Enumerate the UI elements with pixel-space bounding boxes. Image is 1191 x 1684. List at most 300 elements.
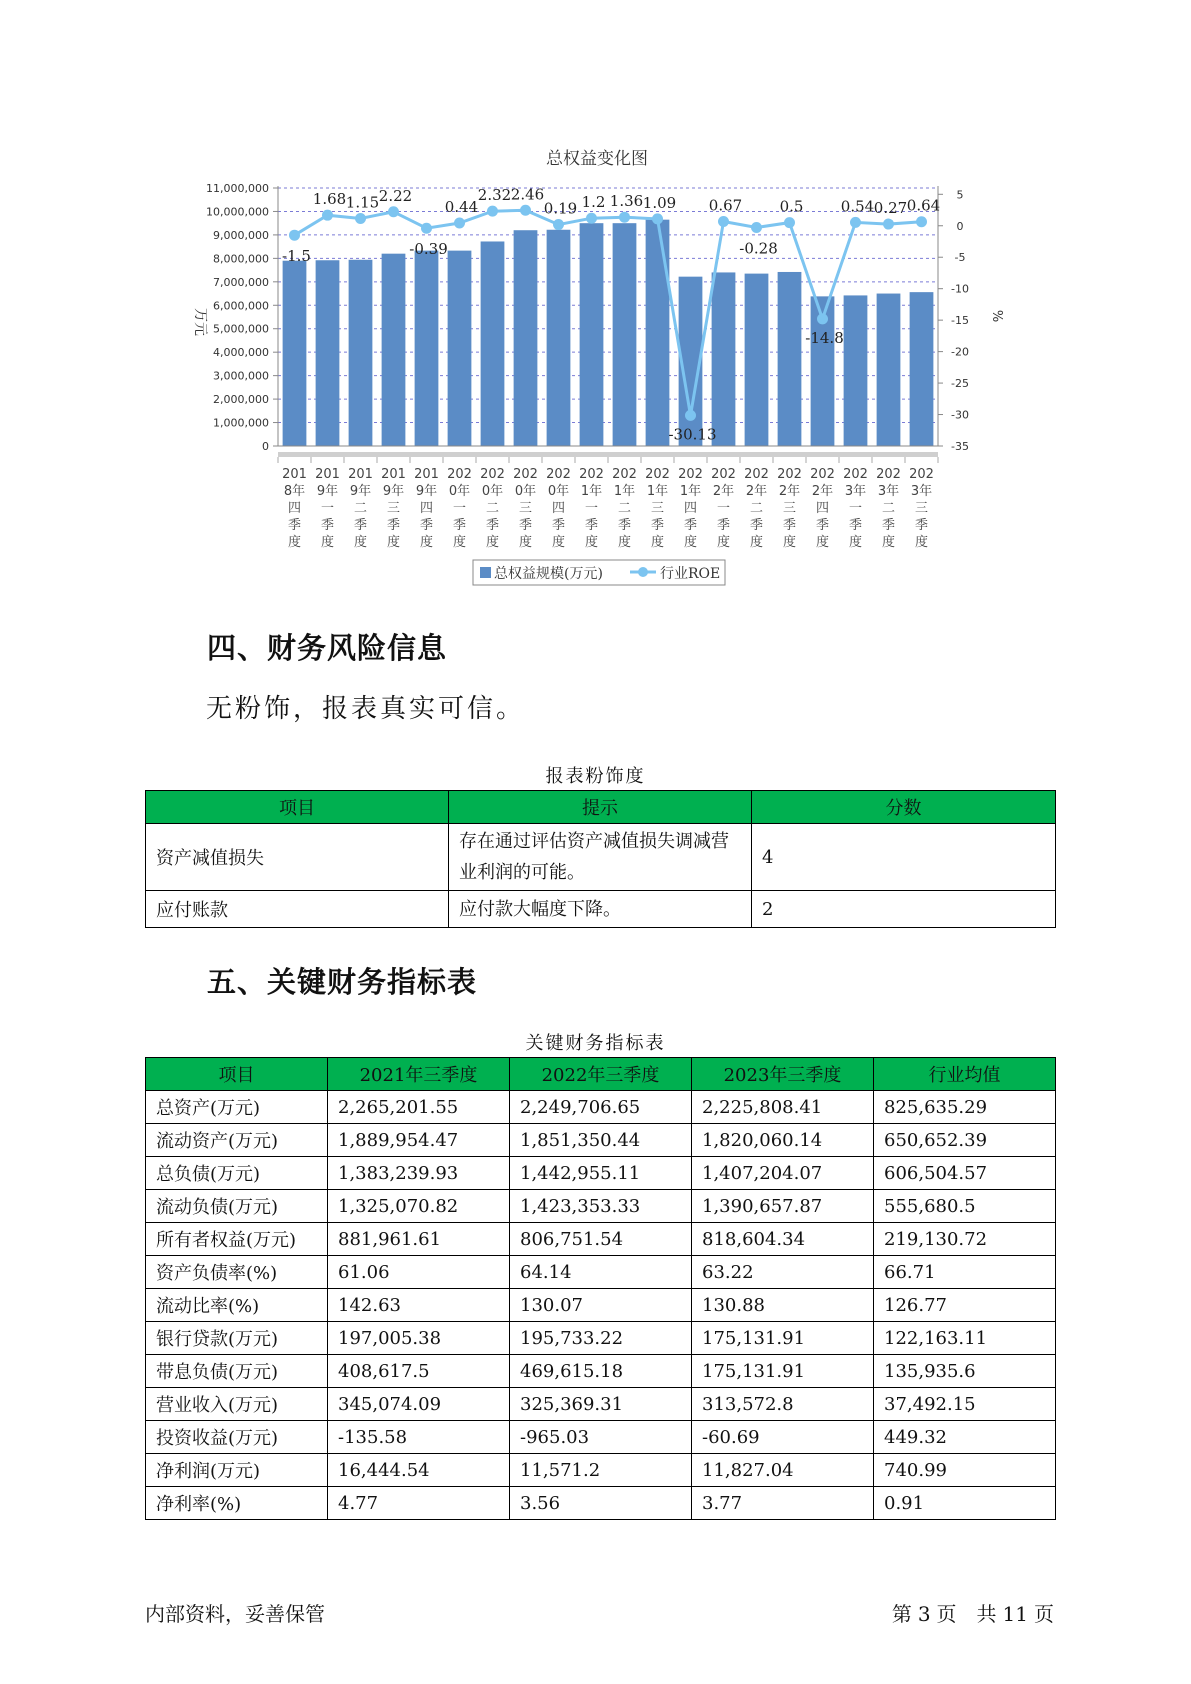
legend-bar-label: 总权益规模(万元) — [494, 566, 603, 582]
roe-point — [751, 222, 762, 233]
equity-bar — [349, 260, 373, 446]
footer-page-number — [886, 1598, 1054, 1627]
category-label: 一 — [452, 501, 467, 516]
kpi-table-row — [146, 1289, 1056, 1322]
roe-point — [454, 217, 465, 228]
category-label: 3年 — [910, 484, 933, 499]
category-label: 度 — [782, 535, 797, 550]
kpi-value-cell: 37,492.15 — [874, 1388, 1056, 1421]
kpi-item-cell: 总资产(万元) — [146, 1091, 328, 1124]
category-label: 度 — [881, 535, 896, 550]
kpi-header-cell: 2022年三季度 — [510, 1058, 692, 1091]
footer-page-no: 3 — [917, 1602, 931, 1626]
category-label: 201 — [282, 467, 307, 482]
roe-data-label: 0.27 — [873, 199, 908, 218]
roe-point — [289, 230, 300, 241]
category-label: 9年 — [382, 484, 405, 499]
category-label: 季 — [881, 518, 896, 533]
risk-heading: 四、财务风险信息 — [207, 631, 448, 665]
equity-bar — [415, 251, 439, 446]
category-label: 三 — [386, 501, 401, 516]
category-label: 度 — [419, 535, 434, 550]
chart-axes — [278, 186, 941, 463]
kpi-value-cell: 1,325,070.82 — [328, 1190, 510, 1223]
risk-table — [145, 790, 1056, 928]
category-label: 2年 — [712, 484, 735, 499]
kpi-value-cell: 142.63 — [328, 1289, 510, 1322]
category-label: 度 — [353, 535, 368, 550]
kpi-value-cell: -135.58 — [328, 1421, 510, 1454]
category-label: 9年 — [316, 484, 339, 499]
category-label: 8年 — [283, 484, 306, 499]
category-label: 度 — [485, 535, 500, 550]
kpi-value-cell: 881,961.61 — [328, 1223, 510, 1256]
roe-data-label: 0.54 — [840, 197, 875, 216]
category-label: 季 — [452, 518, 467, 533]
category-label: 9年 — [415, 484, 438, 499]
kpi-header-cell: 2021年三季度 — [328, 1058, 510, 1091]
category-label: 一 — [848, 501, 863, 516]
category-label: 度 — [650, 535, 665, 550]
kpi-table-row — [146, 1487, 1056, 1520]
legend-bar-swatch — [480, 567, 491, 578]
category-label: 季 — [551, 518, 566, 533]
chart-title: 总权益变化图 — [546, 149, 648, 169]
left-axis-ticks — [206, 182, 278, 453]
category-label: 二 — [485, 501, 500, 516]
category-label: 2年 — [811, 484, 834, 499]
category-label: 3年 — [844, 484, 867, 499]
kpi-value-cell: 740.99 — [874, 1454, 1056, 1487]
legend-line-label: 行业ROE — [660, 566, 721, 582]
kpi-value-cell: 130.88 — [692, 1289, 874, 1322]
right-axis-label: % — [989, 309, 1004, 323]
category-label: 二 — [881, 501, 896, 516]
kpi-value-cell: 818,604.34 — [692, 1223, 874, 1256]
category-label: 202 — [480, 467, 505, 482]
category-label: 1年 — [613, 484, 636, 499]
kpi-table-row — [146, 1388, 1056, 1421]
category-label: 0年 — [547, 484, 570, 499]
left-tick-label: 7,000,000 — [213, 275, 269, 289]
kpi-item-cell: 净利率(%) — [146, 1487, 328, 1520]
kpi-value-cell: -60.69 — [692, 1421, 874, 1454]
kpi-value-cell: 0.91 — [874, 1487, 1056, 1520]
roe-data-label: 0.5 — [779, 197, 804, 216]
kpi-value-cell: 11,571.2 — [510, 1454, 692, 1487]
category-label: 202 — [876, 467, 901, 482]
roe-data-label: 2.46 — [510, 185, 545, 204]
kpi-value-cell: 64.14 — [510, 1256, 692, 1289]
category-label: 0年 — [514, 484, 537, 499]
category-label: 1年 — [580, 484, 603, 499]
category-label: 202 — [909, 467, 934, 482]
right-tick-label: 0 — [956, 219, 964, 233]
left-tick-label: 6,000,000 — [213, 299, 269, 313]
risk-summary: 无粉饰，报表真实可信。 — [206, 694, 526, 724]
roe-data-label: 1.2 — [581, 193, 606, 212]
category-label: 度 — [617, 535, 632, 550]
equity-bar — [910, 292, 934, 446]
left-tick-label: 5,000,000 — [213, 322, 269, 336]
right-tick-label: -5 — [954, 251, 966, 265]
category-label: 季 — [782, 518, 797, 533]
kpi-value-cell: 219,130.72 — [874, 1223, 1056, 1256]
category-label: 度 — [848, 535, 863, 550]
category-label: 四 — [683, 501, 698, 516]
category-label: 202 — [546, 467, 571, 482]
kpi-value-cell: 66.71 — [874, 1256, 1056, 1289]
equity-bar — [382, 254, 406, 446]
roe-data-label: -0.39 — [409, 240, 448, 259]
x-axis-categories — [282, 467, 934, 550]
right-tick-label: -20 — [951, 345, 969, 359]
category-label: 季 — [716, 518, 731, 533]
category-label: 一 — [584, 501, 599, 516]
roe-point — [685, 410, 696, 421]
risk-table-row — [146, 891, 1056, 928]
kpi-value-cell: 3.56 — [510, 1487, 692, 1520]
right-axis-ticks — [938, 188, 969, 453]
category-label: 2年 — [778, 484, 801, 499]
category-label: 季 — [485, 518, 500, 533]
roe-point — [817, 313, 828, 324]
risk-header-score: 分数 — [752, 791, 1056, 824]
category-label: 四 — [551, 501, 566, 516]
equity-bar — [778, 272, 802, 446]
category-label: 季 — [419, 518, 434, 533]
category-label: 201 — [414, 467, 439, 482]
roe-data-label: 2.32 — [477, 186, 512, 205]
chart-gridlines — [278, 188, 941, 423]
roe-data-labels — [282, 185, 940, 443]
left-tick-label: 8,000,000 — [213, 252, 269, 266]
left-tick-label: 3,000,000 — [213, 369, 269, 383]
category-label: 季 — [683, 518, 698, 533]
left-tick-label: 1,000,000 — [213, 416, 269, 430]
kpi-value-cell: 126.77 — [874, 1289, 1056, 1322]
category-label: 201 — [315, 467, 340, 482]
kpi-item-cell: 投资收益(万元) — [146, 1421, 328, 1454]
category-label: 季 — [320, 518, 335, 533]
kpi-item-cell: 净利润(万元) — [146, 1454, 328, 1487]
roe-data-label: 1.68 — [312, 190, 347, 209]
left-axis-label: 万元 — [192, 308, 208, 336]
roe-point — [850, 217, 861, 228]
kpi-header-cell: 项目 — [146, 1058, 328, 1091]
category-label: 度 — [551, 535, 566, 550]
category-label: 9年 — [349, 484, 372, 499]
equity-bar — [712, 272, 736, 446]
kpi-value-cell: 469,615.18 — [510, 1355, 692, 1388]
kpi-table-row — [146, 1124, 1056, 1157]
equity-chart — [0, 0, 1191, 600]
category-label: 四 — [815, 501, 830, 516]
category-label: 四 — [419, 501, 434, 516]
left-tick-label: 10,000,000 — [206, 205, 269, 219]
kpi-value-cell: 606,504.57 — [874, 1157, 1056, 1190]
roe-point — [355, 213, 366, 224]
category-label: 三 — [914, 501, 929, 516]
category-label: 201 — [348, 467, 373, 482]
category-label: 1年 — [679, 484, 702, 499]
roe-data-label: -0.28 — [739, 239, 778, 258]
kpi-table-row — [146, 1421, 1056, 1454]
left-tick-label: 9,000,000 — [213, 228, 269, 242]
roe-point — [916, 216, 927, 227]
roe-data-label: -1.5 — [282, 247, 311, 266]
category-label: 201 — [381, 467, 406, 482]
category-label: 202 — [678, 467, 703, 482]
roe-data-label: 1.15 — [345, 193, 380, 212]
kpi-value-cell: 555,680.5 — [874, 1190, 1056, 1223]
category-label: 三 — [650, 501, 665, 516]
kpi-value-cell: 2,225,808.41 — [692, 1091, 874, 1124]
kpi-header-cell: 2023年三季度 — [692, 1058, 874, 1091]
risk-table-row — [146, 824, 1056, 891]
kpi-value-cell: -965.03 — [510, 1421, 692, 1454]
kpi-value-cell: 11,827.04 — [692, 1454, 874, 1487]
risk-table-caption: 报表粉饰度 — [545, 766, 646, 787]
category-label: 度 — [386, 535, 401, 550]
kpi-item-cell: 营业收入(万元) — [146, 1388, 328, 1421]
kpi-item-cell: 流动比率(%) — [146, 1289, 328, 1322]
roe-data-label: 2.22 — [378, 186, 413, 205]
kpi-heading: 五、关键财务指标表 — [207, 965, 478, 999]
kpi-item-cell: 总负债(万元) — [146, 1157, 328, 1190]
category-label: 202 — [612, 467, 637, 482]
kpi-value-cell: 325,369.31 — [510, 1388, 692, 1421]
category-label: 一 — [320, 501, 335, 516]
roe-data-label: 0.44 — [444, 197, 479, 216]
kpi-table-row — [146, 1256, 1056, 1289]
roe-data-label: -14.8 — [805, 328, 844, 347]
category-label: 季 — [386, 518, 401, 533]
kpi-value-cell: 449.32 — [874, 1421, 1056, 1454]
kpi-value-cell: 63.22 — [692, 1256, 874, 1289]
kpi-item-cell: 流动负债(万元) — [146, 1190, 328, 1223]
risk-cell-score: 2 — [752, 891, 1056, 928]
category-label: 度 — [452, 535, 467, 550]
category-label: 202 — [744, 467, 769, 482]
category-label: 度 — [584, 535, 599, 550]
roe-point — [553, 219, 564, 230]
kpi-value-cell: 135,935.6 — [874, 1355, 1056, 1388]
kpi-value-cell: 130.07 — [510, 1289, 692, 1322]
category-label: 度 — [320, 535, 335, 550]
footer-page-mid: 页 共 — [936, 1602, 997, 1626]
category-label: 二 — [353, 501, 368, 516]
category-label: 202 — [579, 467, 604, 482]
category-label: 0年 — [448, 484, 471, 499]
equity-bar — [844, 295, 868, 446]
risk-cell-item: 应付账款 — [146, 891, 449, 928]
category-label: 度 — [914, 535, 929, 550]
equity-bar — [481, 241, 505, 446]
category-label: 三 — [518, 501, 533, 516]
equity-bar — [316, 260, 340, 446]
chart-legend — [473, 560, 725, 585]
kpi-table — [145, 1057, 1056, 1520]
category-label: 202 — [843, 467, 868, 482]
category-label: 度 — [683, 535, 698, 550]
category-label: 202 — [777, 467, 802, 482]
roe-point — [322, 210, 333, 221]
risk-cell-score: 4 — [752, 824, 1056, 891]
kpi-header-cell: 行业均值 — [874, 1058, 1056, 1091]
kpi-value-cell: 650,652.39 — [874, 1124, 1056, 1157]
roe-point — [619, 212, 630, 223]
category-label: 1年 — [646, 484, 669, 499]
kpi-item-cell: 所有者权益(万元) — [146, 1223, 328, 1256]
kpi-item-cell: 带息负债(万元) — [146, 1355, 328, 1388]
roe-point — [718, 216, 729, 227]
roe-data-label: 0.19 — [543, 199, 578, 218]
kpi-value-cell: 825,635.29 — [874, 1091, 1056, 1124]
kpi-item-cell: 流动资产(万元) — [146, 1124, 328, 1157]
equity-bar — [877, 294, 901, 446]
kpi-value-cell: 806,751.54 — [510, 1223, 692, 1256]
kpi-table-caption: 关键财务指标表 — [525, 1033, 666, 1054]
kpi-item-cell: 银行贷款(万元) — [146, 1322, 328, 1355]
equity-bar — [580, 223, 604, 446]
category-label: 度 — [287, 535, 302, 550]
equity-bar — [283, 261, 307, 446]
kpi-table-row — [146, 1454, 1056, 1487]
category-label: 四 — [287, 501, 302, 516]
roe-point — [586, 213, 597, 224]
category-label: 一 — [716, 501, 731, 516]
right-tick-label: 5 — [956, 188, 964, 202]
category-label: 202 — [645, 467, 670, 482]
category-label: 0年 — [481, 484, 504, 499]
left-tick-label: 2,000,000 — [213, 393, 269, 407]
category-label: 度 — [518, 535, 533, 550]
kpi-value-cell: 313,572.8 — [692, 1388, 874, 1421]
kpi-table-row — [146, 1091, 1056, 1124]
category-label: 季 — [848, 518, 863, 533]
kpi-table-row — [146, 1157, 1056, 1190]
kpi-value-cell: 195,733.22 — [510, 1322, 692, 1355]
risk-table-header — [146, 791, 1056, 824]
risk-header-tip: 提示 — [449, 791, 752, 824]
kpi-value-cell: 1,851,350.44 — [510, 1124, 692, 1157]
kpi-table-row — [146, 1190, 1056, 1223]
category-label: 季 — [815, 518, 830, 533]
kpi-value-cell: 197,005.38 — [328, 1322, 510, 1355]
kpi-value-cell: 1,407,204.07 — [692, 1157, 874, 1190]
risk-cell-tip: 应付款大幅度下降。 — [449, 891, 752, 928]
category-label: 二 — [617, 501, 632, 516]
category-label: 二 — [749, 501, 764, 516]
kpi-table-row — [146, 1223, 1056, 1256]
equity-bar — [745, 274, 769, 446]
category-label: 季 — [287, 518, 302, 533]
equity-bar — [448, 251, 472, 446]
legend-line-marker — [638, 567, 648, 577]
category-label: 202 — [447, 467, 472, 482]
footer-page-total: 11 — [1002, 1602, 1028, 1626]
roe-data-label: 0.67 — [708, 196, 743, 215]
kpi-value-cell: 175,131.91 — [692, 1355, 874, 1388]
roe-point — [421, 223, 432, 234]
roe-data-label: -30.13 — [668, 425, 717, 444]
category-label: 202 — [711, 467, 736, 482]
category-label: 3年 — [877, 484, 900, 499]
roe-point — [487, 206, 498, 217]
right-tick-label: -25 — [951, 377, 969, 391]
roe-point — [784, 217, 795, 228]
footer-page-suffix: 页 — [1034, 1602, 1054, 1626]
roe-data-label: 0.64 — [906, 196, 941, 215]
category-label: 季 — [518, 518, 533, 533]
category-label: 季 — [353, 518, 368, 533]
roe-data-label: 1.36 — [609, 192, 644, 211]
category-label: 度 — [749, 535, 764, 550]
kpi-table-row — [146, 1355, 1056, 1388]
kpi-value-cell: 2,265,201.55 — [328, 1091, 510, 1124]
category-label: 三 — [782, 501, 797, 516]
kpi-value-cell: 122,163.11 — [874, 1322, 1056, 1355]
right-tick-label: -10 — [951, 282, 969, 296]
kpi-value-cell: 1,442,955.11 — [510, 1157, 692, 1190]
risk-cell-item: 资产减值损失 — [146, 824, 449, 891]
category-label: 202 — [810, 467, 835, 482]
kpi-value-cell: 61.06 — [328, 1256, 510, 1289]
left-tick-label: 0 — [262, 440, 269, 453]
roe-point — [520, 205, 531, 216]
right-tick-label: -35 — [951, 440, 969, 453]
kpi-value-cell: 3.77 — [692, 1487, 874, 1520]
kpi-value-cell: 4.77 — [328, 1487, 510, 1520]
equity-bar — [514, 230, 538, 446]
left-tick-label: 11,000,000 — [206, 182, 269, 195]
kpi-item-cell: 资产负债率(%) — [146, 1256, 328, 1289]
roe-point — [883, 219, 894, 230]
category-label: 度 — [815, 535, 830, 550]
category-label: 度 — [716, 535, 731, 550]
footer-page-prefix: 第 — [891, 1602, 912, 1626]
category-label: 季 — [749, 518, 764, 533]
kpi-value-cell: 2,249,706.65 — [510, 1091, 692, 1124]
equity-bar — [547, 230, 571, 446]
kpi-value-cell: 175,131.91 — [692, 1322, 874, 1355]
kpi-value-cell: 1,423,353.33 — [510, 1190, 692, 1223]
category-label: 季 — [650, 518, 665, 533]
risk-cell-tip: 存在通过评估资产减值损失调减营业利润的可能。 — [449, 824, 752, 891]
kpi-value-cell: 16,444.54 — [328, 1454, 510, 1487]
category-label: 2年 — [745, 484, 768, 499]
equity-bar — [613, 223, 637, 446]
kpi-value-cell: 1,390,657.87 — [692, 1190, 874, 1223]
kpi-table-header — [146, 1058, 1056, 1091]
kpi-value-cell: 345,074.09 — [328, 1388, 510, 1421]
right-tick-label: -15 — [951, 314, 969, 328]
risk-header-item: 项目 — [146, 791, 449, 824]
kpi-value-cell: 1,889,954.47 — [328, 1124, 510, 1157]
kpi-value-cell: 408,617.5 — [328, 1355, 510, 1388]
kpi-value-cell: 1,383,239.93 — [328, 1157, 510, 1190]
category-label: 季 — [914, 518, 929, 533]
roe-point — [388, 206, 399, 217]
category-label: 季 — [617, 518, 632, 533]
roe-point — [652, 213, 663, 224]
right-tick-label: -30 — [951, 408, 969, 422]
category-label: 202 — [513, 467, 538, 482]
left-tick-label: 4,000,000 — [213, 346, 269, 360]
kpi-table-row — [146, 1322, 1056, 1355]
x-axis-scroll-band — [278, 452, 938, 457]
